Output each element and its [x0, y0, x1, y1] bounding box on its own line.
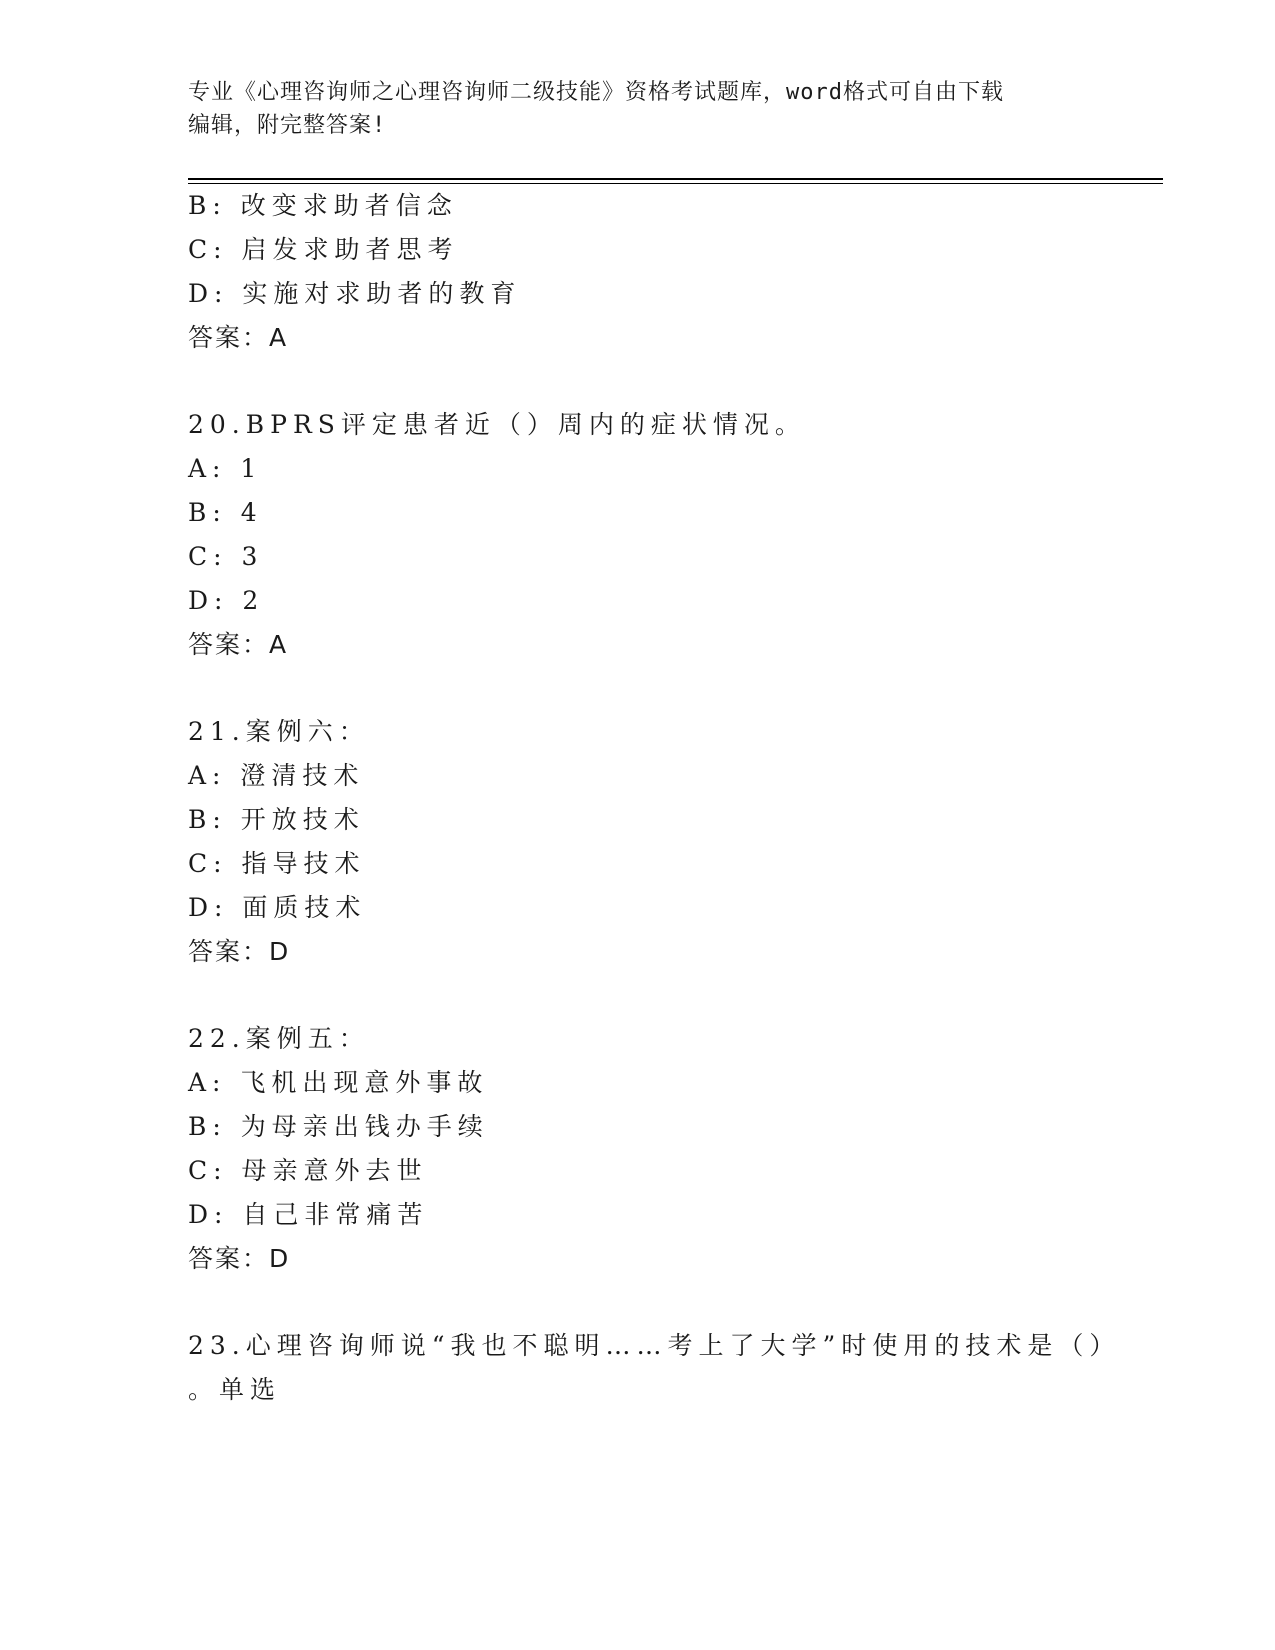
q20-option-b: B: 4: [188, 498, 263, 527]
q19-answer: 答案：A: [188, 323, 289, 352]
q19-option-c: C: 启发求助者思考: [188, 235, 459, 264]
q22-option-c: C: 母亲意外去世: [188, 1156, 428, 1185]
q20-answer: 答案：A: [188, 630, 289, 659]
q20-option-c: C: 3: [188, 542, 264, 571]
q21-option-c: C: 指导技术: [188, 849, 366, 878]
q20-option-a: A: 1: [188, 454, 263, 483]
q23-stem-line-1: 23.心理咨询师说“我也不聪明……考上了大学”时使用的技术是（）: [188, 1331, 1121, 1360]
q19-option-b: B: 改变求助者信念: [188, 191, 458, 220]
q21-option-d: D: 面质技术: [188, 893, 367, 922]
document-header: [188, 76, 1088, 142]
q21-stem: 21.案例六：: [188, 717, 370, 746]
q19-option-d: D: 实施对求助者的教育: [188, 279, 522, 308]
q20-option-d: D: 2: [188, 586, 265, 615]
q22-option-a: A: 飞机出现意外事故: [188, 1068, 489, 1097]
q21-answer: 答案：D: [188, 937, 291, 966]
q22-answer: 答案：D: [188, 1244, 291, 1273]
q21-option-a: A: 澄清技术: [188, 761, 365, 790]
header-divider-thick: [188, 178, 1163, 180]
header-line-2: 编辑，附完整答案!: [188, 113, 387, 138]
q20-stem: 20.BPRS评定患者近（）周内的症状情况。: [188, 410, 806, 439]
q22-option-d: D: 自己非常痛苦: [188, 1200, 429, 1229]
header-line-1: 专业《心理咨询师之心理咨询师二级技能》资格考试题库，word格式可自由下载: [188, 80, 1004, 105]
q23-stem-line-2: 。单选: [188, 1375, 282, 1404]
q21-option-b: B: 开放技术: [188, 805, 365, 834]
header-divider-thin: [188, 183, 1163, 184]
q22-stem: 22.案例五：: [188, 1024, 370, 1053]
q22-option-b: B: 为母亲出钱办手续: [188, 1112, 489, 1141]
